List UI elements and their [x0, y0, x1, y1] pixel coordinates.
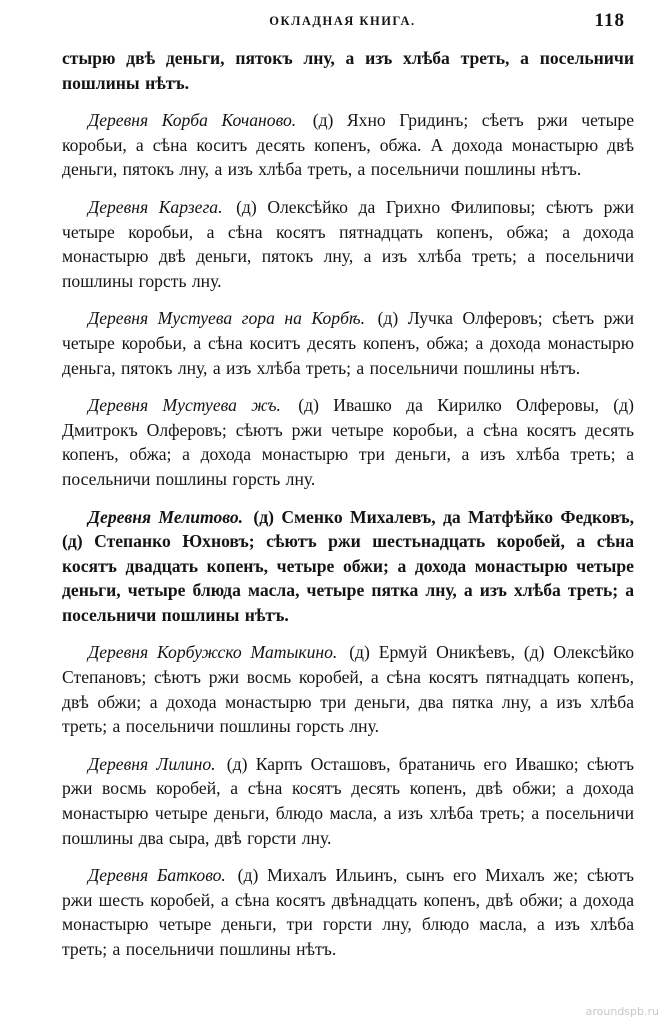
paragraph-text: (д) Карпъ Осташовъ, братаничь его Ивашко; сѣютъ ржи восмь коробей, а сѣна косятъ десять копенъ, двѣ обжи; а дохода монастырю четыре деньги, блюдо масла, а изъ хлѣба треть; а посельничи пошлины два сыра, двѣ горсти лну.: [62, 753, 634, 848]
village-name: Деревня Корба Кочаново.: [88, 110, 297, 131]
paragraph-entry: [62, 863, 634, 961]
running-title: ОКЛАДНАЯ КНИГА.: [269, 14, 416, 28]
paragraph-continuation: [62, 46, 634, 95]
village-name: Деревня Лилино.: [88, 753, 216, 774]
village-name: Деревня Карзега.: [88, 196, 223, 217]
paragraph-entry: [62, 640, 634, 738]
paragraph-text: (д) Михалъ Ильинъ, сынъ его Михалъ же; сѣютъ ржи шесть коробей, а сѣна косятъ двѣнадцать копенъ, двѣ обжи; а дохода монастырю четыре деньги, три горсти лну, блюдо масла, а изъ хлѣба треть; а посельничи пошлины нѣтъ.: [62, 865, 635, 959]
paragraph-text: (д) Яхно Гридинъ; сѣетъ ржи четыре коробьи, а сѣна коситъ десять копенъ, обжа. А дохода монастырю двѣ деньги, пятокъ лну, а изъ хлѣба треть, а посельничи пошлины нѣтъ.: [62, 110, 634, 180]
paragraph-entry: [62, 195, 634, 293]
paragraph-text: (д) Лучка Олферовъ; сѣетъ ржи четыре коробьи, а сѣна коситъ десять копенъ, обжа; а дохода монастырю деньга, пятокъ лну, а изъ хлѣба треть; а посельничи пошлины нѣтъ.: [62, 308, 634, 378]
village-name: Деревня Мустуева жъ.: [88, 395, 281, 416]
paragraph-text: (д) Сменко Михалевъ, да Матфѣйко Федковъ, (д) Степанко Юхновъ; сѣютъ ржи шестьнадцать коробей, а сѣна косятъ двадцать копенъ, четыре обжи; а дохода монастырю четыре деньги, четыре блюда масла, четыре пятка лну, а изъ хлѣба треть; а посельничи пошлины нѣтъ.: [62, 506, 634, 625]
paragraph-entry: [62, 752, 634, 850]
main-text: [62, 46, 634, 962]
village-name: Деревня Мелитово.: [88, 506, 244, 527]
village-name: Деревня Мустуева гора на Корбѣ.: [88, 308, 366, 329]
paragraph-text: (д) Ивашко да Кирилко Олферовы, (д) Дмитрокъ Олферовъ; сѣютъ ржи четыре коробьи, а сѣна косятъ десять копенъ, обжа; а дохода монастырю три деньги, а изъ хлѣба треть; а посельничи пошлины горсть лну.: [62, 395, 634, 489]
watermark: aroundspb.ru: [585, 1005, 659, 1018]
page-header: [60, 10, 625, 32]
paragraph-text: стырю двѣ деньги, пятокъ лну, а изъ хлѣба треть, а посельничи пошлины нѣтъ.: [62, 48, 634, 93]
paragraph-entry: [62, 306, 634, 380]
paragraph-text: (д) Ермуй Оникѣевъ, (д) Олексѣйко Степановъ; сѣютъ ржи восмь коробей, а сѣна косятъ пятнадцать копенъ, двѣ обжи; а дохода монастырю три деньги, два пятка лну, а изъ хлѣба треть; а посельничи пошлины горсть лну.: [62, 642, 634, 737]
village-name: Деревня Батково.: [88, 865, 226, 886]
paragraph-entry: [62, 393, 634, 491]
paragraph-entry: [62, 505, 634, 628]
paragraph-text: (д) Олексѣйко да Грихно Филиповы; сѣютъ ржи четыре коробьи, а сѣна косятъ пятнадцать копенъ, обжа; а дохода монастырю двѣ деньги, пятокъ лну, а изъ хлѣба треть; а посельничи пошлины горсть лну.: [62, 196, 635, 291]
paragraph-entry: [62, 108, 634, 182]
page-number: 118: [594, 10, 625, 31]
village-name: Деревня Корбужско Матыкино.: [88, 642, 338, 663]
